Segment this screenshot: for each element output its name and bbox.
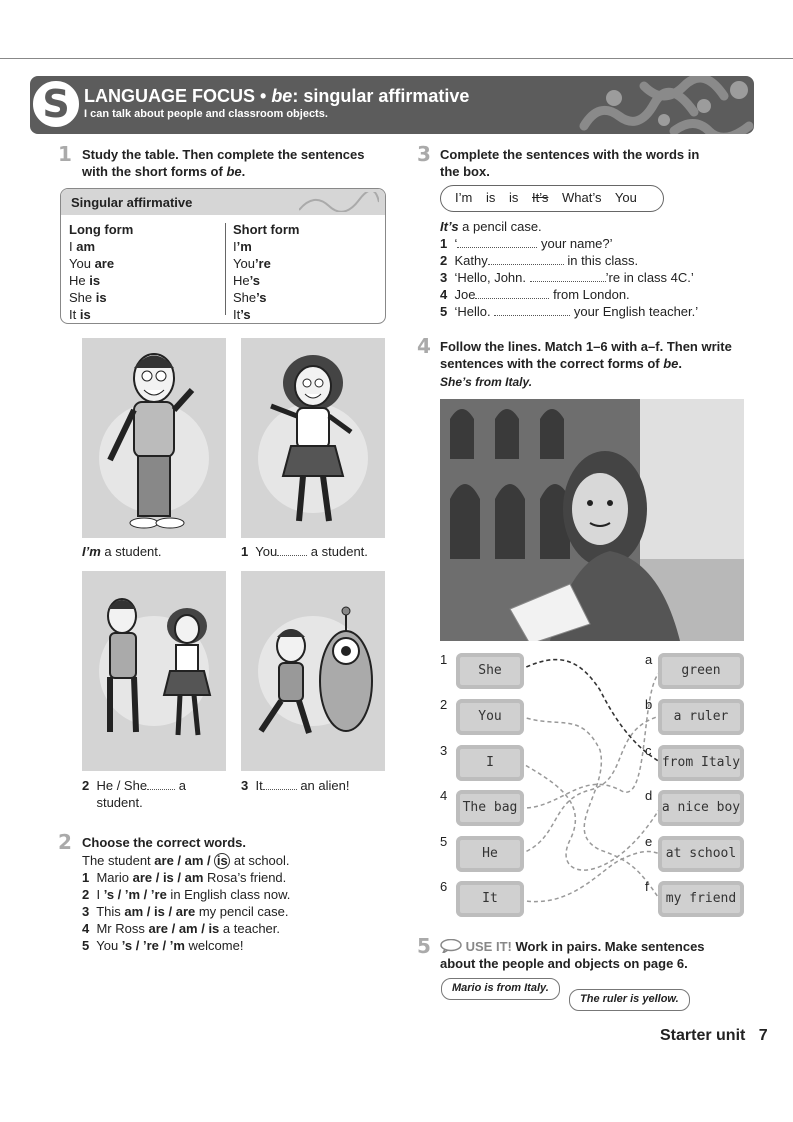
exercise-3-item: 5 ‘Hello. your English teacher.’	[440, 304, 699, 319]
match-right-letter: c	[645, 743, 652, 758]
exercise-3-item: 2 Kathy in this class.	[440, 253, 639, 268]
exercise-3-instructions: Complete the sentences with the words in the box.	[440, 147, 700, 179]
table-divider	[225, 223, 226, 315]
match-left-he: He	[456, 836, 524, 872]
illustration-girl-student	[241, 338, 385, 538]
match-left-she: She	[456, 653, 524, 689]
section-title: LANGUAGE FOCUS • be: singular affirmative	[84, 86, 470, 106]
match-right-from-italy: from Italy	[658, 745, 744, 781]
decorative-swirl	[299, 192, 379, 212]
exercise-2-number: 2	[58, 830, 72, 854]
caption-item-1: 1 You a student.	[241, 544, 368, 559]
caption-example: I’m a student.	[82, 544, 162, 559]
exercise-2-example: The student are / am / is at school.	[82, 853, 290, 868]
exercise-3-example: It’s a pencil case.	[440, 219, 542, 234]
match-right-at-school: at school	[658, 836, 744, 872]
exercise-2-list	[82, 852, 290, 954]
photo-girl-colosseum	[440, 399, 744, 641]
long-form-column: Long form I am You are He is She is It is	[69, 222, 134, 322]
section-letter: S	[30, 78, 82, 130]
speech-bubble-icon	[440, 939, 462, 953]
match-left-number: 4	[440, 788, 448, 803]
exercise-2-item: 5 You ’s / ’re / ’m welcome!	[82, 938, 244, 953]
exercise-2-item: 1 Mario are / is / am Rosa’s friend.	[82, 870, 287, 885]
exercise-4-example: She’s from Italy.	[440, 375, 533, 389]
exercise-3-item: 3 ‘Hello, John. ’re in class 4C.’	[440, 270, 694, 285]
exercise-2-item: 4 Mr Ross are / am / is a teacher.	[82, 921, 281, 936]
exercise-3-list	[440, 218, 698, 320]
match-left-i: I	[456, 745, 524, 781]
match-left-you: You	[456, 699, 524, 735]
match-left-number: 3	[440, 743, 448, 758]
match-right-a-ruler: a ruler	[658, 699, 744, 735]
exercise-4-number: 4	[417, 334, 431, 358]
illustration-boy-student	[82, 338, 226, 538]
speech-bubble-1: Mario is from Italy.	[441, 978, 560, 1000]
match-right-my-friend: my friend	[658, 881, 744, 917]
match-right-letter: f	[645, 879, 649, 894]
short-form-column: Short form I’m You’re He’s She’s It’s	[233, 222, 300, 322]
exercise-2-item: 3 This am / is / are my pencil case.	[82, 904, 289, 919]
match-left-number: 1	[440, 652, 448, 667]
speech-bubble-2: The ruler is yellow.	[569, 989, 690, 1011]
word-box: I’m is is It’s What’s You	[440, 185, 664, 212]
match-left-number: 2	[440, 697, 448, 712]
exercise-2-item: 2 I ’s / ’m / ’re in English class now.	[82, 887, 291, 902]
illustration-boy-and-girl	[82, 571, 226, 771]
match-left-the-bag: The bag	[456, 790, 524, 826]
match-right-green: green	[658, 653, 744, 689]
match-left-number: 6	[440, 879, 448, 894]
match-right-letter: a	[645, 652, 653, 667]
grammar-table-title: Singular affirmative	[61, 189, 385, 215]
section-subtitle: I can talk about people and classroom objects.	[84, 108, 328, 120]
exercise-3-item: 1 ‘ your name?’	[440, 236, 613, 251]
match-left-it: It	[456, 881, 524, 917]
exercise-3-number: 3	[417, 142, 431, 166]
decorative-pattern	[554, 76, 754, 134]
exercise-3-item: 4 Joe from London.	[440, 287, 630, 302]
caption-item-2: 2 He / She a student.	[82, 778, 186, 810]
match-right-letter: e	[645, 834, 653, 849]
caption-item-3: 3 It an alien!	[241, 778, 350, 793]
exercise-4-instructions: Follow the lines. Match 1–6 with a–f. Then write sentences with the correct forms of be.	[440, 339, 732, 371]
exercise-1-number: 1	[58, 142, 72, 166]
matching-lines	[520, 650, 660, 920]
exercise-1-instructions: Study the table. Then complete the sentences with the short forms of be.	[82, 147, 365, 179]
grammar-table	[60, 188, 386, 324]
exercise-2-instructions: Choose the correct words.	[82, 835, 246, 850]
match-right-letter: b	[645, 697, 653, 712]
illustration-alien	[241, 571, 385, 771]
page-footer: Starter unit 7	[660, 1027, 768, 1044]
exercise-5-number: 5	[417, 934, 431, 958]
top-rule	[0, 58, 793, 59]
match-left-number: 5	[440, 834, 448, 849]
exercise-5-instructions: USE IT! Work in pairs. Make sentences about the people and objects on page 6.	[440, 939, 705, 971]
match-right-a-nice-boy: a nice boy	[658, 790, 744, 826]
match-right-letter: d	[645, 788, 653, 803]
